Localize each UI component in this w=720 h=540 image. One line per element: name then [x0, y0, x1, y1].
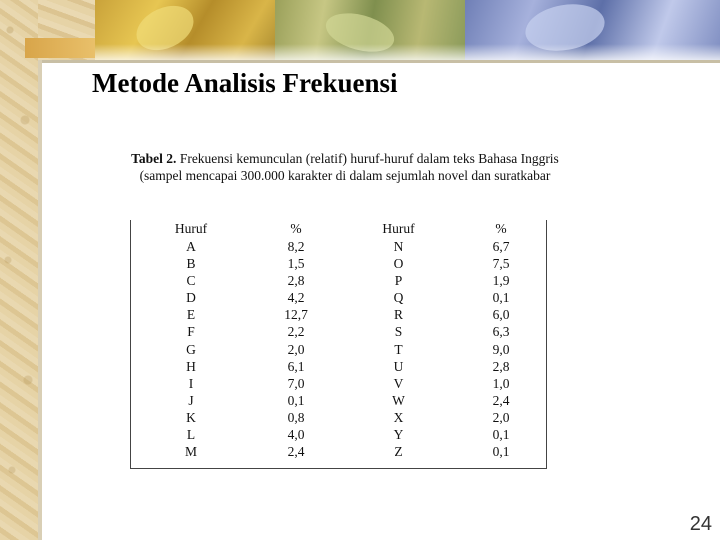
table-row [131, 238, 546, 255]
cell-percent: 4,0 [287, 427, 305, 443]
cell-letter: X [393, 409, 404, 425]
slide-top-border [38, 60, 720, 63]
cell-letter: Z [394, 444, 403, 460]
cell-percent: 2,4 [492, 392, 510, 408]
cell-percent: 6,0 [492, 307, 510, 323]
cell-percent: 2,8 [492, 358, 510, 374]
table-row [131, 255, 546, 272]
cell-letter: F [187, 324, 195, 340]
cell-percent: 12,7 [284, 307, 308, 323]
table-row [131, 392, 546, 409]
page-number: 24 [689, 513, 712, 535]
cell-percent: 1,0 [492, 375, 510, 391]
decorative-banner [95, 0, 720, 62]
cell-letter: C [186, 273, 196, 289]
cell-letter: T [394, 341, 403, 357]
table-row [131, 426, 546, 443]
cell-letter: K [186, 409, 196, 425]
cell-letter: O [393, 256, 404, 272]
header-percent-2: % [495, 221, 507, 237]
table-row [131, 375, 546, 392]
cell-letter: H [186, 358, 196, 374]
cell-letter: I [188, 375, 194, 391]
cell-percent: 2,0 [287, 341, 305, 357]
cell-percent: 9,0 [492, 341, 510, 357]
header-letter-1: Huruf [174, 221, 208, 237]
cell-percent: 8,2 [287, 239, 305, 254]
cell-percent: 6,3 [492, 324, 510, 340]
table-header-row [131, 220, 546, 238]
cell-percent: 7,5 [492, 256, 510, 272]
cell-percent: 2,4 [287, 444, 305, 460]
table-caption-text: Frekuensi kemunculan (relatif) huruf-huruf dalam teks Bahasa Inggris (sampel mencapai 300.000 karakter di dalam sejumlah novel dan suratkabar [139, 151, 559, 183]
cell-letter: Q [393, 290, 404, 306]
cell-letter: B [186, 256, 196, 272]
cell-letter: M [184, 444, 197, 460]
background-texture-left [0, 0, 38, 540]
cell-percent: 2,8 [287, 273, 305, 289]
cell-letter: G [186, 341, 196, 357]
cell-letter: D [186, 290, 196, 306]
cell-letter: E [186, 307, 196, 323]
table-row [131, 358, 546, 375]
cell-letter: L [186, 427, 196, 443]
cell-percent: 1,5 [287, 256, 305, 272]
table-row [131, 289, 546, 306]
cell-percent: 0,8 [287, 409, 305, 425]
cell-percent: 2,2 [287, 324, 305, 340]
slide-left-border [38, 60, 42, 540]
table-row [131, 409, 546, 426]
cell-letter: J [188, 392, 194, 408]
slide-title: Metode Analisis Frekuensi [92, 68, 398, 98]
cell-percent: 7,0 [287, 375, 305, 391]
cell-letter: R [393, 307, 403, 323]
table-caption [115, 150, 575, 184]
table-row [131, 272, 546, 289]
header-percent-1: % [290, 221, 302, 237]
decorative-bar [25, 38, 95, 58]
cell-letter: W [392, 392, 405, 408]
cell-percent: 1,9 [492, 273, 510, 289]
cell-letter: A [186, 239, 196, 254]
cell-letter: Y [393, 427, 404, 443]
cell-letter: V [393, 375, 404, 391]
frequency-table [131, 220, 546, 460]
cell-percent: 0,1 [492, 290, 510, 306]
header-letter-2: Huruf [382, 221, 415, 237]
cell-letter: P [394, 273, 403, 289]
table-row [131, 323, 546, 340]
cell-percent: 0,1 [492, 427, 510, 443]
cell-percent: 4,2 [287, 290, 305, 306]
table-row [131, 341, 546, 358]
cell-letter: N [393, 239, 404, 254]
table-row [131, 306, 546, 323]
cell-percent: 0,1 [287, 392, 305, 408]
cell-percent: 6,1 [287, 358, 305, 374]
cell-letter: U [393, 358, 404, 374]
table-caption-label: Tabel 2. [131, 151, 177, 166]
cell-percent: 0,1 [492, 444, 510, 460]
cell-letter: S [394, 324, 403, 340]
table-row [131, 443, 546, 460]
cell-percent: 2,0 [492, 409, 510, 425]
frequency-table-frame [130, 220, 547, 469]
cell-percent: 6,7 [492, 239, 510, 254]
